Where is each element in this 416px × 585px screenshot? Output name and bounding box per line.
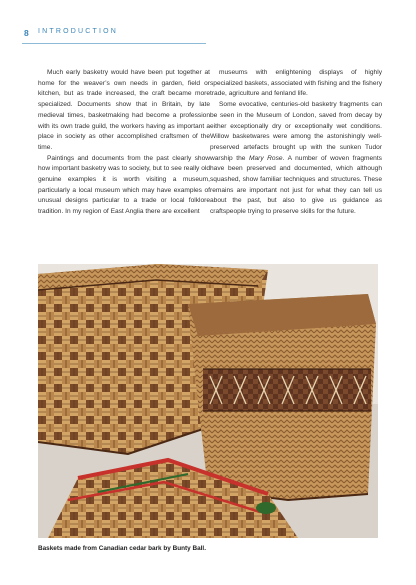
text-column-right	[210, 68, 382, 218]
paragraph-text: . A number of woven fragments have been preserved and documented, which although squashed, show familiar techniques and structures. These remains are important not just for what they can tell us about the past, but also to give us guidance as craftspeople trying to preserve skills for the future.	[210, 154, 382, 216]
figure-caption: Baskets made from Canadian cedar bark by Bunty Ball.	[38, 545, 206, 552]
running-header	[24, 28, 204, 44]
ship-name: Mary Rose	[248, 154, 283, 162]
paragraph	[210, 100, 382, 218]
paragraph-text: Some evocative, centuries-old basketry fragments can be seen in the Museum of London, saved from decay by either exceptionally dry or exceptionally wet conditions. Willow basketwares were among the astonishingly well-preserved artefacts brought up with the sunken Tudor warship the	[210, 101, 382, 162]
paragraph: museums with enlightening displays of highly specialized baskets, associated with fishing and the fishery trade, agriculture and fenland life.	[210, 69, 382, 98]
page-number: 8	[24, 28, 30, 38]
section-title: INTRODUCTION	[38, 28, 119, 35]
header-rule	[22, 43, 206, 44]
paragraph: Much early basketry would have been put together at home for the weaver’s own needs in garden, field or kitchen, but as trade increased, the craft became more specialized. Documents show that in Britain, by late medieval times, basketmaking had become a profession with its own trade guild, the workers having as important a place in society as other accomplished craftsmen of the time.	[38, 69, 210, 151]
paragraph: Paintings and documents from the past clearly show how important basketry was to society, but to see really old genuine examples it is worth visiting a museum, particularly a local museum which may have examples of unusual designs particular to a trade or local folklore tradition. In my region of East Anglia there are excellent	[38, 154, 210, 216]
right-basket	[188, 294, 376, 500]
basket-photo	[38, 264, 378, 538]
text-column-left	[38, 68, 210, 218]
